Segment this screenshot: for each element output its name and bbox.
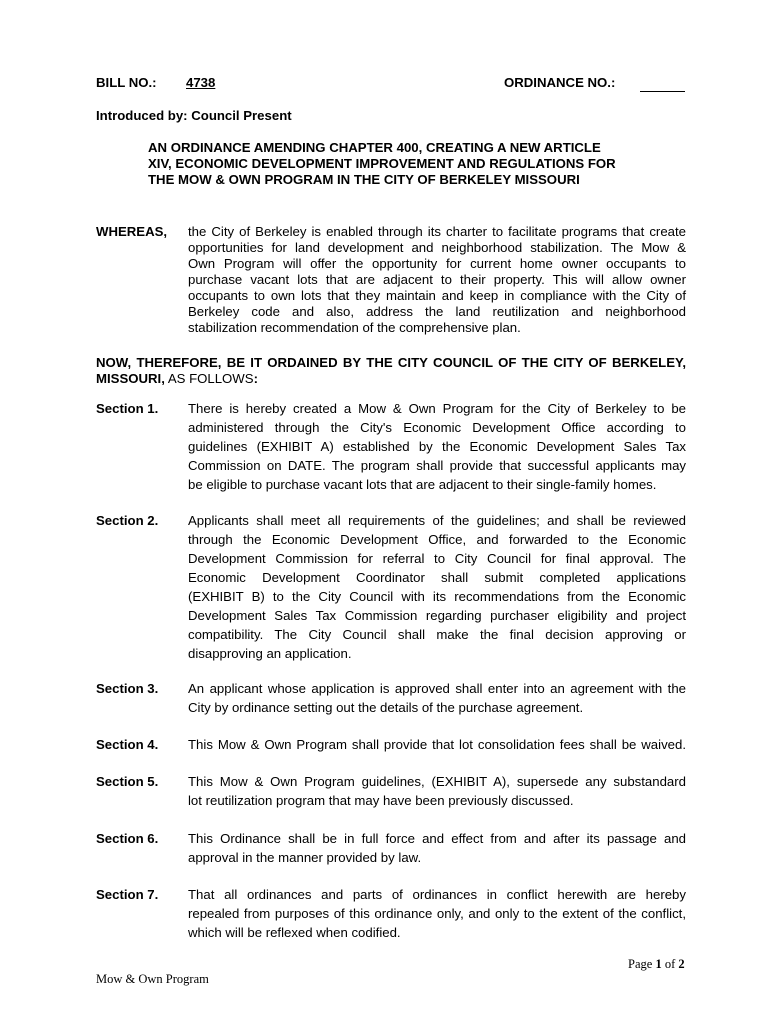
page-total: 2	[678, 957, 685, 971]
section-line: Commission on DATE. The program shall provide that successful applicants may	[188, 458, 686, 473]
section-line: An applicant whose application is approved shall enter into an agreement with the	[188, 681, 686, 696]
page-of: of	[664, 957, 676, 971]
section-line: Economic Development Coordinator shall submit completed applications	[188, 570, 686, 585]
whereas-line: purchase vacant lots that are adjacent to their property. This will allow owner	[188, 272, 686, 287]
section-line: There is hereby created a Mow & Own Program for the City of Berkeley to be	[188, 401, 686, 416]
section-line: This Mow & Own Program guidelines, (EXHIBIT A), supersede any substandard	[188, 774, 686, 789]
section-line: guidelines (EXHIBIT A) established by the Economic Development Sales Tax	[188, 439, 686, 454]
section-line: which will be reflexed when codified.	[188, 925, 401, 940]
section-line: through the Economic Development Office, and forwarded to the Economic	[188, 532, 686, 547]
section-line: That all ordinances and parts of ordinances in conflict herewith are hereby	[188, 887, 686, 902]
page-prefix: Page	[628, 957, 653, 971]
page-current: 1	[655, 957, 662, 971]
title-line: XIV, ECONOMIC DEVELOPMENT IMPROVEMENT AND REGULATIONS FOR	[148, 156, 616, 171]
introduced-by: Introduced by: Council Present	[96, 108, 292, 123]
section-1-label: Section 1.	[96, 401, 159, 416]
ordinance-number-blank	[640, 91, 685, 92]
section-line: This Mow & Own Program shall provide that lot consolidation fees shall be waived.	[188, 737, 686, 752]
whereas-line: occupants to own lots that they maintain and keep in compliance with the City of	[188, 288, 686, 303]
now-therefore-as-follows: AS FOLLOWS	[167, 371, 254, 386]
section-line: lot reutilization program that may have been previously discussed.	[188, 793, 574, 808]
whereas-line: stabilization recommendation of the comprehensive plan.	[188, 320, 521, 335]
now-therefore-line2	[96, 371, 258, 387]
title-line: THE MOW & OWN PROGRAM IN THE CITY OF BERKELEY MISSOURI	[148, 172, 580, 187]
ordinance-number-label: ORDINANCE NO.:	[504, 75, 616, 90]
section-line: Development Sales Tax Commission regarding purchaser eligibility and project	[188, 608, 686, 623]
whereas-label: WHEREAS,	[96, 224, 168, 239]
now-therefore-missouri: MISSOURI,	[96, 371, 165, 386]
section-line: be eligible to purchase vacant lots that are adjacent to their single-family homes.	[188, 477, 657, 492]
bill-number-value: 4738	[186, 75, 216, 90]
section-2-label: Section 2.	[96, 513, 159, 528]
page-number	[628, 957, 685, 972]
section-line: (EXHIBIT B) to the City Council with its recommendations from the Economic	[188, 589, 686, 604]
now-therefore-line: NOW, THEREFORE, BE IT ORDAINED BY THE CITY COUNCIL OF THE CITY OF BERKELEY,	[96, 355, 686, 370]
section-line: Development Commission for referral to City Council for final approval. The	[188, 551, 686, 566]
section-3-label: Section 3.	[96, 681, 159, 696]
whereas-line: opportunities for land development and neighborhood stabilization. The Mow &	[188, 240, 686, 255]
title-line: AN ORDINANCE AMENDING CHAPTER 400, CREATING A NEW ARTICLE	[148, 140, 601, 155]
footer-title: Mow & Own Program	[96, 972, 209, 986]
whereas-line: Own Program will offer the opportunity for current home owner occupants to	[188, 256, 686, 271]
section-line: compatibility. The City Council shall make the final decision approving or	[188, 627, 686, 642]
section-line: disapproving an application.	[188, 646, 352, 661]
section-7-label: Section 7.	[96, 887, 159, 902]
section-line: approval in the manner provided by law.	[188, 850, 422, 865]
now-therefore-colon: :	[253, 371, 258, 386]
section-5-label: Section 5.	[96, 774, 159, 789]
section-line: City by ordinance setting out the details of the purchase agreement.	[188, 700, 584, 715]
bill-number-label: BILL NO.:	[96, 75, 157, 90]
whereas-line: Berkeley code and also, address the land reutilization and neighborhood	[188, 304, 686, 319]
section-line: repealed from purposes of this ordinance only, and only to the extent of the conflict,	[188, 906, 686, 921]
section-4-label: Section 4.	[96, 737, 159, 752]
section-line: This Ordinance shall be in full force and effect from and after its passage and	[188, 831, 686, 846]
whereas-line: the City of Berkeley is enabled through its charter to facilitate programs that create	[188, 224, 686, 239]
section-line: administered through the City's Economic Development Office according to	[188, 420, 686, 435]
section-line: Applicants shall meet all requirements of the guidelines; and shall be reviewed	[188, 513, 686, 528]
section-6-label: Section 6.	[96, 831, 159, 846]
